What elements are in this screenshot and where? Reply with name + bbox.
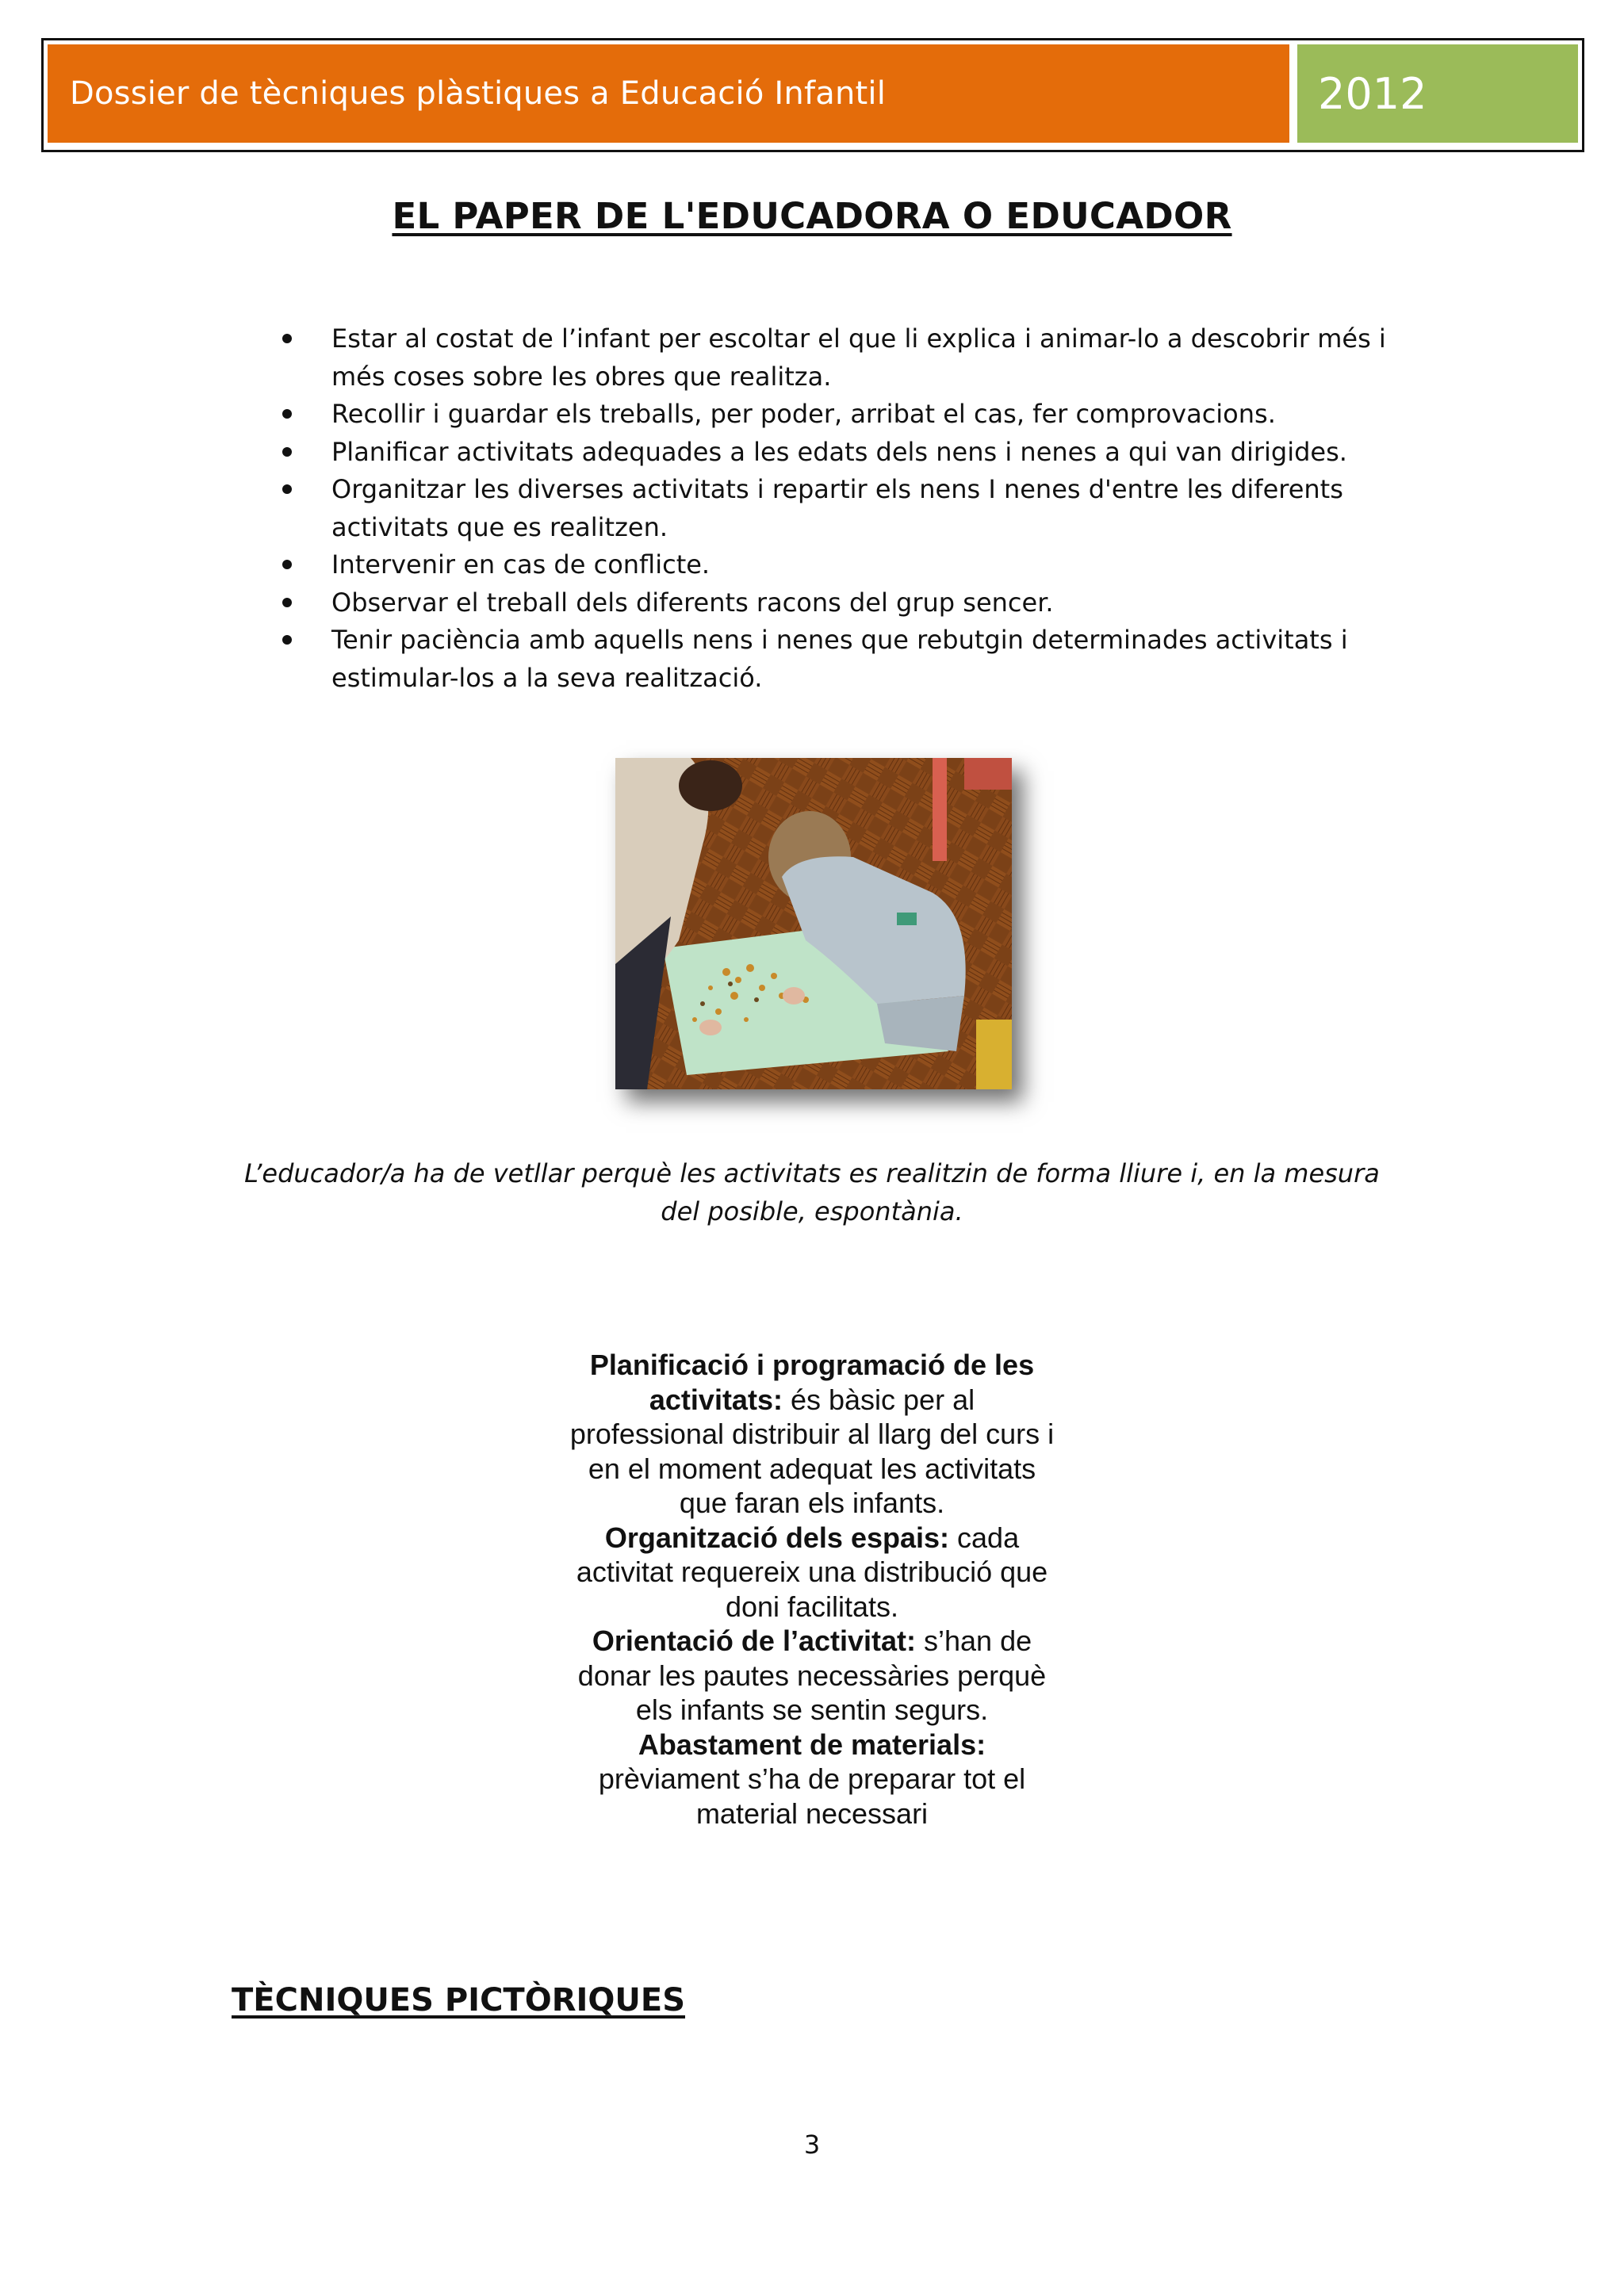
- list-item-text: Tenir paciència amb aquells nens i nenes que rebutgin determinades activitats i estimular-los a la seva realització.: [331, 625, 1348, 693]
- list-item: [282, 546, 1408, 584]
- list-item: [282, 434, 1408, 472]
- bullet-icon: [282, 334, 292, 343]
- section-heading: TÈCNIQUES PICTÒRIQUES: [232, 1982, 686, 2019]
- plan-text: s’han de donar les pautes necessàries perquè els infants se sentin segurs.: [577, 1624, 1047, 1726]
- page-title: EL PAPER DE L'EDUCADORA O EDUCADOR: [392, 195, 1232, 237]
- bullet-icon: [282, 560, 292, 569]
- list-item: [282, 396, 1408, 434]
- header-title: Dossier de tècniques plàstiques a Educació Infantil: [70, 75, 887, 112]
- list-item: [282, 471, 1408, 546]
- plan-term: Planificació i programació de les activitats:: [589, 1349, 1035, 1416]
- header-year: 2012: [1318, 68, 1427, 119]
- list-item-text: Organitzar les diverses activitats i repartir els nens I nenes d'entre les diferents activitats que es realitzen.: [331, 474, 1343, 542]
- bullet-icon: [282, 484, 292, 494]
- planning-block: [569, 1348, 1055, 1831]
- plan-term: Abastament de materials:: [638, 1728, 986, 1761]
- list-item-text: Recollir i guardar els treballs, per poder, arribat el cas, fer comprovacions.: [331, 399, 1276, 429]
- list-item-text: Estar al costat de l’infant per escoltar el que li explica i animar-lo a descobrir més i més coses sobre les obres que realitza.: [331, 323, 1386, 392]
- classroom-photo: [615, 758, 1012, 1089]
- bullet-icon: [282, 409, 292, 419]
- plan-text: cada activitat requereix una distribució que doni facilitats.: [576, 1521, 1048, 1623]
- role-bullet-list: [282, 320, 1408, 697]
- header-title-bar: [48, 44, 1289, 143]
- header-year-bar: [1297, 44, 1578, 143]
- plan-term: Orientació de l’activitat:: [592, 1624, 916, 1657]
- list-item: [282, 584, 1408, 622]
- list-item-text: Observar el treball dels diferents racons del grup sencer.: [331, 587, 1054, 618]
- list-item: [282, 320, 1408, 396]
- page-number: 3: [803, 2130, 821, 2160]
- plan-term: Organització dels espais:: [604, 1521, 950, 1554]
- list-item-text: Intervenir en cas de conflicte.: [331, 549, 710, 580]
- plan-text: prèviament s’ha de preparar tot el material necessari: [598, 1762, 1026, 1830]
- bullet-icon: [282, 598, 292, 607]
- bullet-icon: [282, 635, 292, 645]
- plan-text: és bàsic per al professional distribuir al llarg del curs i en el moment adequat les activitats que faran els infants.: [569, 1383, 1055, 1519]
- photo-caption: L’educador/a ha de vetllar perquè les activitats es realitzin de forma lliure i, en la mesura del posible, espontània.: [244, 1158, 1380, 1226]
- bullet-icon: [282, 447, 292, 457]
- list-item: [282, 622, 1408, 697]
- list-item-text: Planificar activitats adequades a les edats dels nens i nenes a qui van dirigides.: [331, 436, 1347, 467]
